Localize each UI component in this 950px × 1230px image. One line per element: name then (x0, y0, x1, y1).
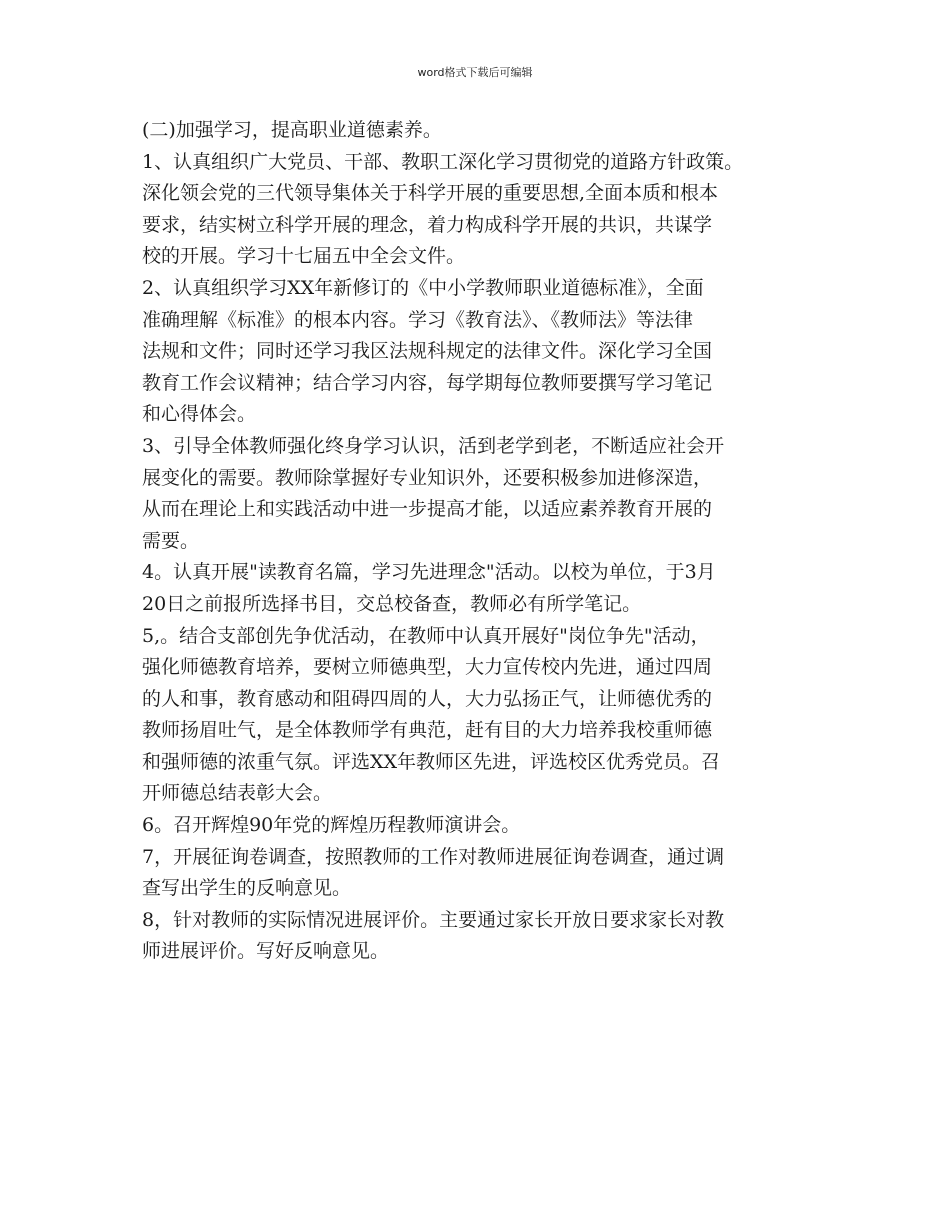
document-body (142, 115, 822, 968)
paragraph-line: 从而在理论上和实践活动中进一步提高才能，以适应素养教育开展的 (142, 498, 713, 521)
paragraph-line: 2、认真组织学习XX年新修订的《中小学教师职业道德标准》，全面 (142, 276, 704, 299)
paragraph-line: 和心得体会。 (142, 403, 257, 426)
paragraph-line: 查写出学生的反响意见。 (142, 877, 352, 900)
paragraph-line: 1、认真组织广大党员、干部、教职工深化学习贯彻党的道路方针政策。 (142, 150, 744, 173)
paragraph-line: 20日之前报所选择书目，交总校备查，教师必有所学笔记。 (142, 592, 642, 615)
paragraph-line: 校的开展。学习十七届五中全会文件。 (142, 245, 466, 268)
page-header: word格式下载后可编辑 (417, 66, 533, 79)
paragraph-line: 教师扬眉吐气，是全体教师学有典范，赶有目的大力培养我校重师德 (142, 719, 713, 742)
paragraph-line: 6。召开辉煌90年党的辉煌历程教师演讲会。 (142, 814, 521, 837)
paragraph-line: 开师德总结表彰大会。 (142, 782, 333, 805)
paragraph-line: 深化领会党的三代领导集体关于科学开展的重要思想,全面本质和根本 (142, 182, 719, 205)
paragraph-line: 准确理解《标准》的根本内容。学习《教育法》、《教师法》等法律 (142, 308, 694, 331)
paragraph-line: 法规和文件；同时还学习我区法规科规定的法律文件。深化学习全国 (142, 340, 713, 363)
section-heading: (二)加强学习，提高职业道德素养。 (142, 119, 442, 141)
paragraph-line: 和强师德的浓重气氛。评选XX年教师区先进，评选校区优秀党员。召 (142, 750, 721, 773)
paragraph-line: 4。认真开展"读教育名篇，学习先进理念"活动。以校为单位，于3月 (142, 561, 716, 584)
paragraph-line: 强化师德教育培养，要树立师德典型，大力宣传校内先进，通过四周 (142, 656, 713, 679)
paragraph-line: 展变化的需要。教师除掌握好专业知识外，还要积极参加进修深造， (142, 466, 713, 489)
paragraph-line: 3、引导全体教师强化终身学习认识，活到老学到老，不断适应社会开 (142, 434, 725, 457)
paragraph-line: 5,。结合支部创先争优活动，在教师中认真开展好"岗位争先"活动， (142, 624, 710, 647)
paragraph-line: 7，开展征询卷调查，按照教师的工作对教师进展征询卷调查，通过调 (142, 845, 725, 868)
paragraph-line: 要求，结实树立科学开展的理念，着力构成科学开展的共识，共谋学 (142, 213, 713, 236)
paragraph-line: 师进展评价。写好反响意见。 (142, 940, 390, 963)
paragraph-line: 教育工作会议精神；结合学习内容，每学期每位教师要撰写学习笔记 (142, 371, 713, 394)
paragraph-line: 的人和事，教育感动和阻碍四周的人，大力弘扬正气，让师德优秀的 (142, 687, 713, 710)
paragraph-line: 需要。 (142, 529, 200, 552)
paragraph-line: 8，针对教师的实际情况进展评价。主要通过家长开放日要求家长对教 (142, 908, 725, 931)
